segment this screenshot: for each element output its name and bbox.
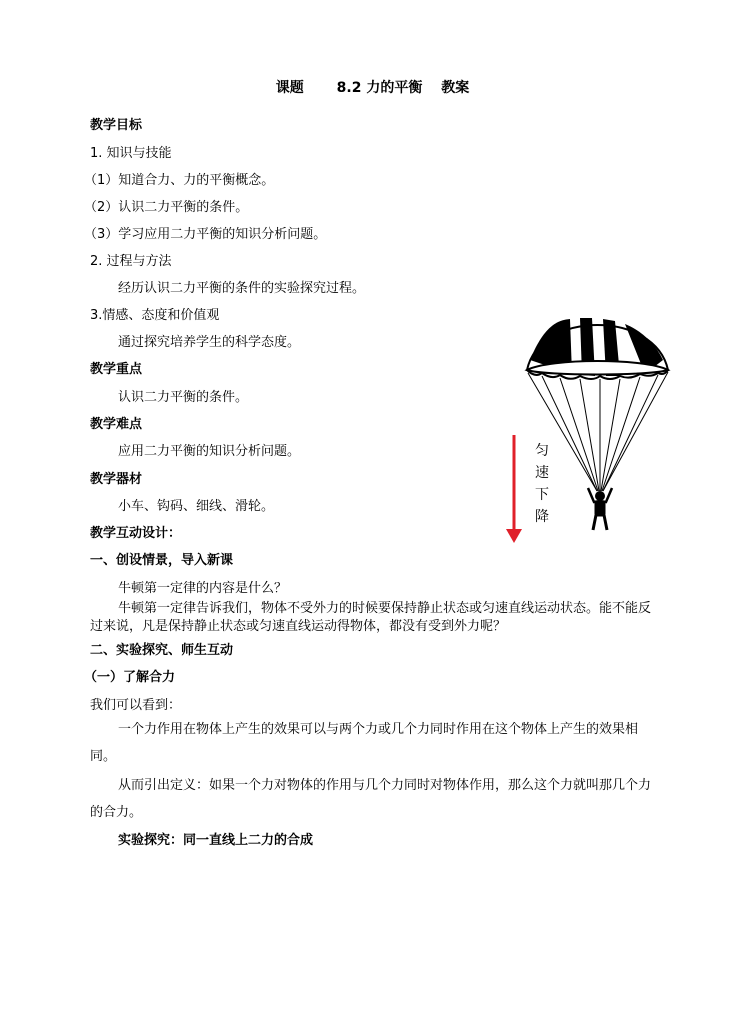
figure-label: 匀速下降 [535,443,549,525]
section-key-points: 教学重点 [90,362,143,377]
difficulties-text: 应用二力平衡的知识分析问题。 [118,444,301,459]
goal-3-heading: 3.情感、态度和价值观 [90,308,220,323]
experiment-heading: 实验探究：同一直线上二力的合成 [118,833,314,848]
subsection-1-lead: 我们可以看到： [90,698,182,713]
goal-3-text: 通过探究培养学生的科学态度。 [118,335,301,350]
parachute-figure [500,318,680,543]
title-suffix: 教案 [441,80,470,96]
section-equipment: 教学器材 [90,472,143,487]
downward-arrow-icon [505,435,523,545]
section-interactive-design: 教学互动设计： [90,526,182,541]
goal-1-heading: 1. 知识与技能 [90,146,172,161]
goal-1-item-3: （3）学习应用二力平衡的知识分析问题。 [84,227,327,242]
goal-1-item-1: （1）知道合力、力的平衡概念。 [84,173,275,188]
goal-1-item-2: （2）认识二力平衡的条件。 [84,200,249,215]
subsection-1-paragraph-2: 从而引出定义：如果一个力对物体的作用与几个力同时对物体作用，那么这个力就叫那几个力的合力。 [90,778,652,820]
section-teaching-goals: 教学目标 [90,118,143,133]
title-main: 8.2 力的平衡 [336,80,423,96]
section-difficulties: 教学难点 [90,417,143,432]
parachutist-icon [588,488,612,530]
part-2-heading: 二、实验探究、师生互动 [90,643,234,658]
part-1-heading: 一、创设情景，导入新课 [90,553,234,568]
part-1-paragraph: 牛顿第一定律告诉我们，物体不受外力的时候要保持静止状态或匀速直线运动状态。能不能反过来说，凡是保持静止状态或匀速直线运动得物体，都没有受到外力呢？ [90,601,652,634]
title-prefix: 课题 [275,80,304,96]
subsection-1-paragraph-1: 一个力作用在物体上产生的效果可以与两个力或几个力同时作用在这个物体上产生的效果相同。 [90,722,639,764]
page-title [0,77,745,97]
parachute-canopy-icon [527,318,668,379]
subsection-1-heading: （一）了解合力 [84,670,176,685]
key-points-text: 认识二力平衡的条件。 [118,390,249,405]
part-1-question: 牛顿第一定律的内容是什么？ [118,581,288,596]
goal-2-heading: 2. 过程与方法 [90,254,172,269]
goal-2-text: 经历认识二力平衡的条件的实验探究过程。 [118,281,366,296]
equipment-text: 小车、钩码、细线、滑轮。 [118,499,275,514]
